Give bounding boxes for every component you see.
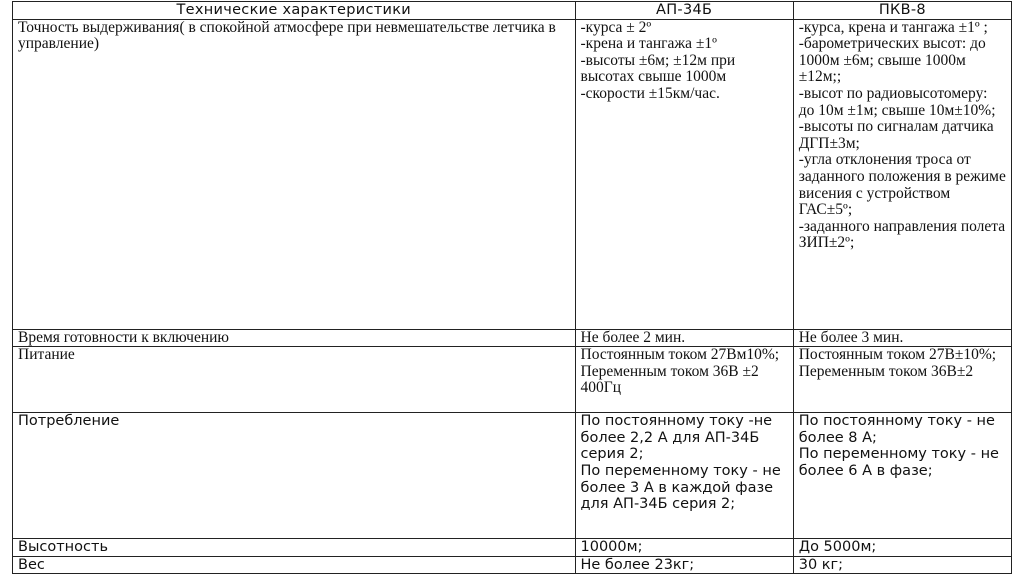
ap34b-consumption — [575, 413, 793, 539]
pkv8-accuracy — [793, 19, 1011, 329]
list-item: По постоянному току - не более 8 А; — [798, 413, 995, 446]
list-item: -курса ± 2º — [580, 18, 652, 36]
pkv8-consumption — [793, 413, 1011, 539]
header-ap34b: АП-34Б — [575, 2, 793, 20]
table-row — [13, 556, 1012, 574]
param-consumption: Потребление — [13, 413, 576, 539]
ap34b-power — [575, 347, 793, 413]
param-power: Питание — [13, 347, 576, 413]
pkv8-power — [793, 347, 1011, 413]
param-weight: Вес — [13, 556, 576, 574]
pkv8-readiness: Не более 3 мин. — [793, 329, 1011, 347]
header-row — [13, 2, 1012, 20]
pkv8-weight: 30 кг; — [793, 556, 1011, 574]
param-readiness: Время готовности к включению — [13, 329, 576, 347]
list-item: -высоты ±6м; ±12м при высотах свыше 1000м — [580, 51, 736, 86]
ap34b-weight: Не более 23кг; — [575, 556, 793, 574]
list-item: -высоты по сигналам датчика ДГП±3м; — [798, 118, 994, 152]
list-item: -крена и тангажа ±1º — [580, 35, 717, 53]
list-item: Переменным током 36В±2 — [798, 362, 974, 380]
list-item: Постоянным током 27В±10%; — [798, 346, 997, 364]
table-row — [13, 539, 1012, 557]
ap34b-readiness: Не более 2 мин. — [575, 329, 793, 347]
table-row — [13, 19, 1012, 329]
list-item: По постоянному току -не более 2,2 А для АП-34Б серия 2; — [580, 413, 773, 463]
list-item: -угла отклонения троса от заданного положения в режиме висения с устройством ГАС±5º; — [798, 151, 1006, 219]
table-row — [13, 413, 1012, 539]
list-item: Переменным током 36В ±2 400Гц — [580, 362, 759, 397]
specs-table — [12, 1, 1012, 574]
table-row — [13, 329, 1012, 347]
list-item: -скорости ±15км/час. — [580, 84, 720, 102]
list-item: По переменному току - не более 3 А в каждой фазе для АП-34Б серия 2; — [580, 462, 781, 513]
header-pkv8: ПКВ-8 — [793, 2, 1011, 20]
list-item: По переменному току - не более 6 А в фазе; — [798, 446, 999, 479]
header-characteristics: Технические характеристики — [13, 2, 576, 20]
param-altitude: Высотность — [13, 539, 576, 557]
list-item: -курса, крена и тангажа ±1º ; — [798, 18, 988, 36]
pkv8-altitude: До 5000м; — [793, 539, 1011, 557]
ap34b-altitude: 10000м; — [575, 539, 793, 557]
list-item: -высот по радиовысотомеру: до 10м ±1м; свыше 10м±10%; — [798, 84, 996, 119]
ap34b-accuracy — [575, 19, 793, 329]
param-accuracy: Точность выдерживания( в спокойной атмосфере при невмешательстве летчика в управление) — [13, 19, 576, 329]
table-row — [13, 347, 1012, 413]
list-item: -барометрических высот: до 1000м ±6м; свыше 1000м ±12м;; — [798, 35, 986, 86]
list-item: -заданного направления полета ЗИП±2º; — [798, 217, 1006, 252]
list-item: Постоянным током 27Вм10%; — [580, 346, 780, 364]
